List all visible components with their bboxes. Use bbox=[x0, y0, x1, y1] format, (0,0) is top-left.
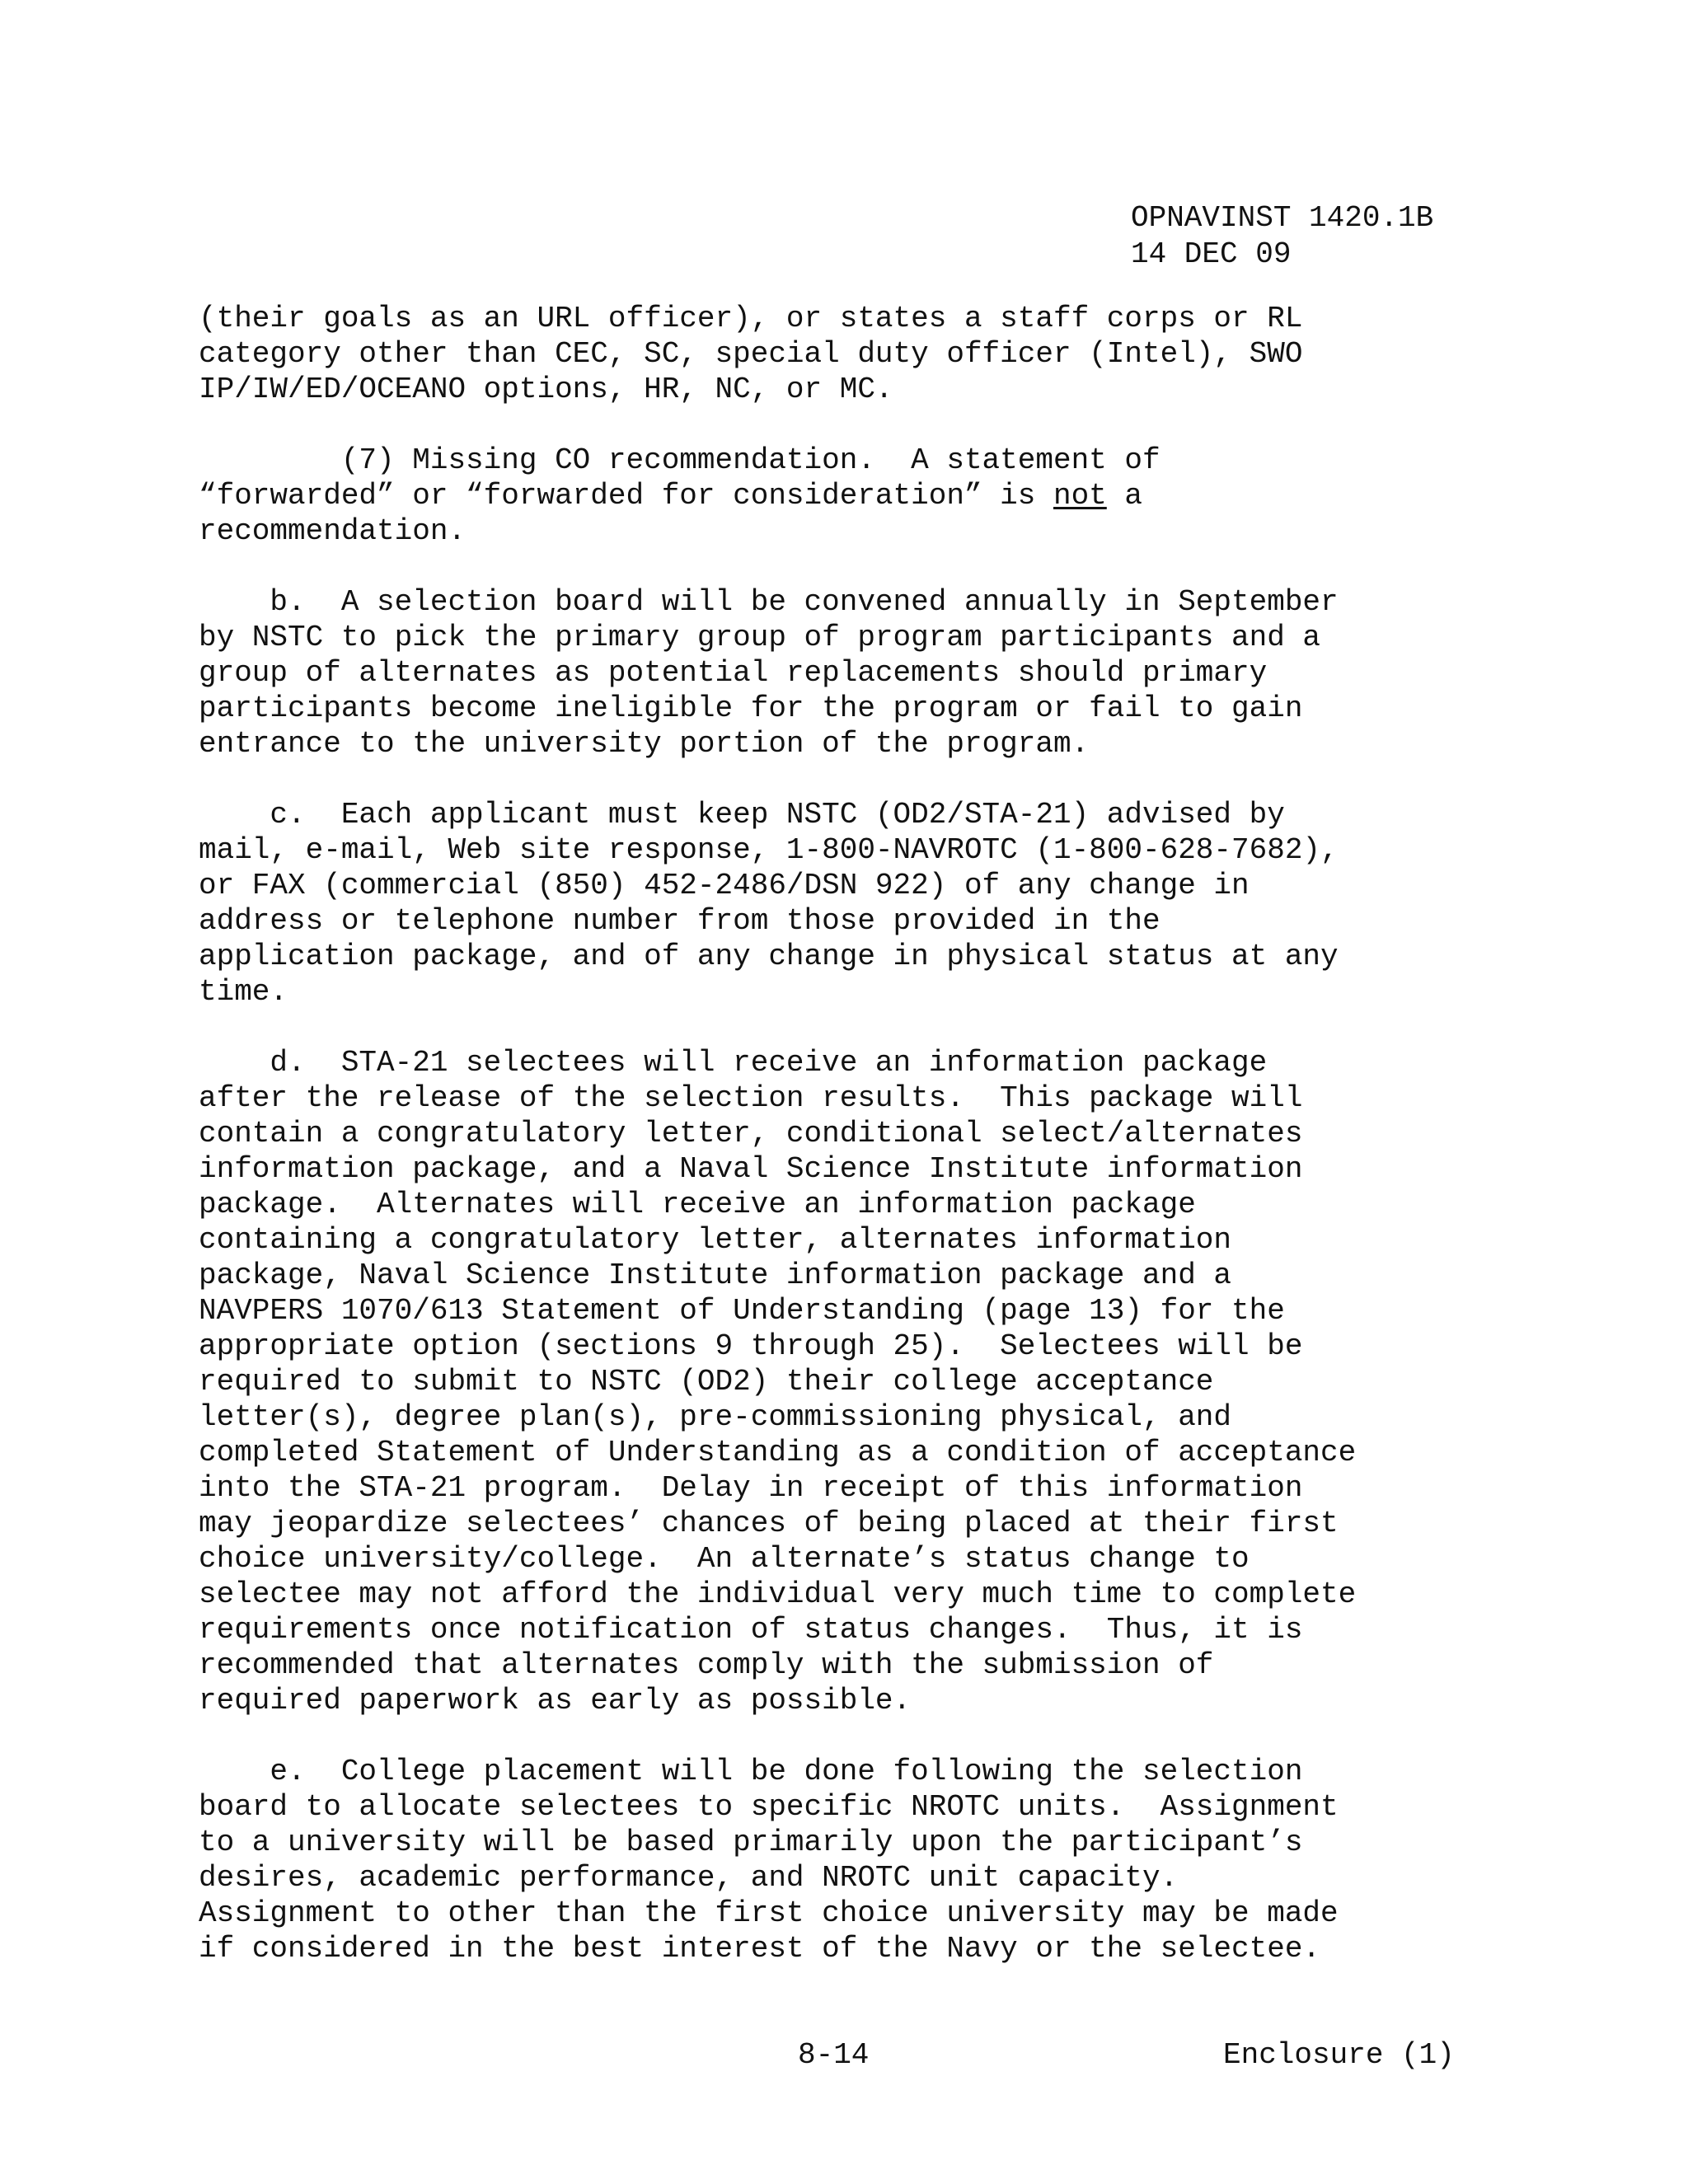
instruction-number: OPNAVINST 1420.1B bbox=[1131, 201, 1434, 235]
text-line: selectee may not afford the individual very much time to complete bbox=[199, 1577, 1357, 1611]
text-line: participants become ineligible for the program or fail to gain bbox=[199, 691, 1303, 725]
text-line: package. Alternates will receive an information package bbox=[199, 1188, 1196, 1221]
text-line: required to submit to NSTC (OD2) their college acceptance bbox=[199, 1365, 1214, 1399]
text-line: package, Naval Science Institute information package and a bbox=[199, 1258, 1232, 1292]
text-line: may jeopardize selectees’ chances of being placed at their first bbox=[199, 1507, 1339, 1540]
text-line: (their goals as an URL officer), or states a staff corps or RL bbox=[199, 302, 1303, 335]
underlined-word: not bbox=[1053, 479, 1107, 513]
text-line: letter(s), degree plan(s), pre-commissioning physical, and bbox=[199, 1400, 1232, 1434]
page-number: 8-14 bbox=[798, 2038, 870, 2072]
text-line: recommendation. bbox=[199, 514, 467, 548]
text-line: after the release of the selection results. This package will bbox=[199, 1081, 1303, 1115]
paragraph-c-applicant-contact bbox=[199, 797, 1501, 1010]
text-line: containing a congratulatory letter, alternates information bbox=[199, 1223, 1232, 1257]
paragraph-continuation bbox=[199, 301, 1501, 407]
text-line: c. Each applicant must keep NSTC (OD2/STA-21) advised by bbox=[199, 798, 1285, 832]
text-line: choice university/college. An alternate’s status change to bbox=[199, 1542, 1250, 1576]
text-line: mail, e-mail, Web site response, 1-800-NAVROTC (1-800-628-7682), bbox=[199, 833, 1339, 867]
text-line: information package, and a Naval Science Institute information bbox=[199, 1152, 1303, 1186]
paragraph-7-missing-co-recommendation bbox=[199, 443, 1501, 549]
text-line: by NSTC to pick the primary group of program participants and a bbox=[199, 621, 1321, 654]
text-line: e. College placement will be done following the selection bbox=[199, 1755, 1303, 1788]
text-segment: a bbox=[1106, 479, 1142, 513]
text-line: b. A selection board will be convened annually in September bbox=[199, 585, 1339, 619]
text-line: desires, academic performance, and NROTC unit capacity. bbox=[199, 1861, 1179, 1895]
paragraph-b-selection-board bbox=[199, 584, 1501, 762]
document-body bbox=[199, 301, 1501, 1966]
text-line: contain a congratulatory letter, conditional select/alternates bbox=[199, 1117, 1303, 1151]
text-segment: “forwarded” or “forwarded for consideration” is bbox=[199, 479, 1053, 513]
text-line: Assignment to other than the first choice university may be made bbox=[199, 1896, 1339, 1930]
document-date: 14 DEC 09 bbox=[1131, 237, 1292, 271]
text-line: required paperwork as early as possible. bbox=[199, 1684, 912, 1718]
text-line: (7) Missing CO recommendation. A statement of bbox=[199, 443, 1160, 477]
text-line: if considered in the best interest of the Navy or the selectee. bbox=[199, 1932, 1321, 1966]
text-line: appropriate option (sections 9 through 25). Selectees will be bbox=[199, 1329, 1303, 1363]
text-line: address or telephone number from those provided in the bbox=[199, 904, 1160, 938]
text-line: NAVPERS 1070/613 Statement of Understanding (page 13) for the bbox=[199, 1294, 1285, 1328]
text-line: application package, and of any change in physical status at any bbox=[199, 940, 1339, 973]
text-line: IP/IW/ED/OCEANO options, HR, NC, or MC. bbox=[199, 373, 893, 406]
text-line: time. bbox=[199, 975, 288, 1009]
paragraph-e-college-placement bbox=[199, 1754, 1501, 1966]
text-line: into the STA-21 program. Delay in receipt of this information bbox=[199, 1471, 1303, 1505]
text-line: d. STA-21 selectees will receive an information package bbox=[199, 1046, 1268, 1080]
paragraph-d-information-package bbox=[199, 1045, 1501, 1718]
text-line: completed Statement of Understanding as a condition of acceptance bbox=[199, 1436, 1357, 1469]
text-line bbox=[199, 478, 1501, 513]
text-line: board to allocate selectees to specific NROTC units. Assignment bbox=[199, 1790, 1339, 1824]
text-line: category other than CEC, SC, special duty officer (Intel), SWO bbox=[199, 337, 1303, 371]
text-line: entrance to the university portion of the program. bbox=[199, 727, 1090, 761]
text-line: or FAX (commercial (850) 452-2486/DSN 922) of any change in bbox=[199, 869, 1250, 902]
enclosure-label: Enclosure (1) bbox=[1223, 2038, 1455, 2072]
text-line: to a university will be based primarily upon the participant’s bbox=[199, 1825, 1303, 1859]
text-line: recommended that alternates comply with the submission of bbox=[199, 1648, 1214, 1682]
document-header bbox=[1131, 200, 1433, 273]
text-line: requirements once notification of status changes. Thus, it is bbox=[199, 1613, 1303, 1647]
text-line: group of alternates as potential replacements should primary bbox=[199, 656, 1268, 690]
